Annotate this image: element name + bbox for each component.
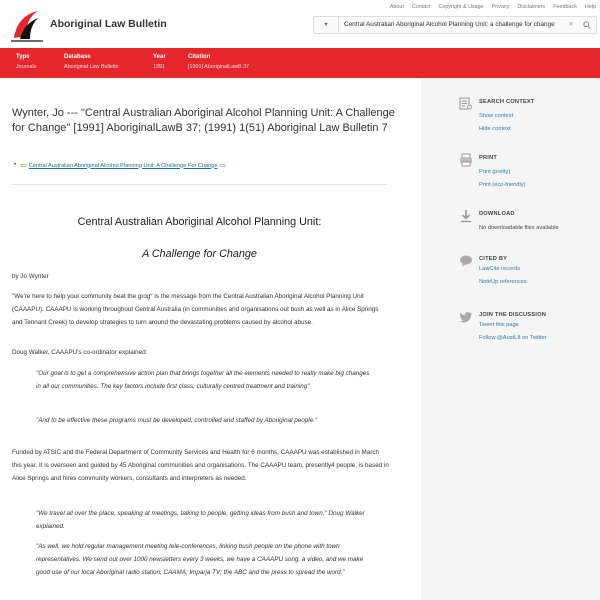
byline: by Jo Wynter: [12, 273, 49, 280]
sidebar-heading: CITED BY: [479, 256, 508, 262]
sidebar-heading: SEARCH CONTEXT: [479, 99, 535, 105]
clear-icon[interactable]: ✕: [568, 21, 574, 28]
top-links: [382, 4, 596, 10]
list-bullet: •: [14, 162, 17, 168]
search-scope-dropdown[interactable]: [314, 17, 339, 33]
arrow-right-icon[interactable]: ⇨: [219, 161, 227, 170]
lawcite-records-link[interactable]: LawCite records: [479, 266, 521, 272]
sidebar-heading: JOIN THE DISCUSSION: [479, 312, 547, 318]
site-header: [0, 0, 600, 48]
show-context-link[interactable]: Show context: [479, 113, 514, 119]
breadcrumb-bar: [0, 48, 600, 78]
top-link-copyright[interactable]: Copyright & Usage: [438, 4, 484, 10]
top-link-privacy[interactable]: Privacy: [491, 4, 510, 10]
site-title[interactable]: Aboriginal Law Bulletin: [50, 18, 167, 30]
printer-icon: [459, 153, 473, 167]
noteup-references-link[interactable]: NoteUp references: [479, 279, 527, 285]
breadcrumb-database[interactable]: Database Aboriginal Law Bulletin: [64, 54, 119, 70]
article-nav-link[interactable]: [14, 161, 227, 170]
speech-bubble-icon: [459, 254, 473, 268]
download-note: No downloadable files available: [479, 225, 559, 231]
austlii-logo[interactable]: [8, 6, 46, 44]
article-link[interactable]: Central Australian Aboriginal Alcohol Planning Unit: A Challenge For Change: [28, 162, 218, 169]
twitter-bird-icon: [459, 310, 473, 324]
breadcrumb-type[interactable]: Type Journals: [16, 54, 37, 70]
divider: [12, 184, 387, 185]
sidebar: [421, 78, 600, 600]
print-eco-link[interactable]: Print (eco-friendly): [479, 182, 526, 188]
arrow-left-icon[interactable]: ⇦: [20, 161, 27, 170]
hide-context-link[interactable]: Hide context: [479, 126, 511, 132]
search-button[interactable]: [577, 17, 597, 33]
sidebar-heading: DOWNLOAD: [479, 211, 515, 217]
document-title: Wynter, Jo --- "Central Australian Aboriginal Alcohol Planning Unit: A Challenge for Change" [1991] AboriginalLawB 37; (1991) 1(51) Aboriginal Law Bulletin 7: [12, 107, 395, 134]
search-box: [313, 16, 597, 34]
download-icon: [459, 209, 473, 223]
sidebar-heading: PRINT: [479, 155, 498, 161]
quote-2: "And to be effective these programs must be developed, controlled and staffed by Aboriginal people.": [36, 417, 318, 424]
paragraph-3: Funded by ATSIC and the Federal Department of Community Services and Health for 6 months, CAAAPU was established in March this year. It is overseen and guided by 45 Aboriginal communities and organisations. The CAAAPU team, presently4 people, is based in Alice Springs and hires community workers, consultants and interpreters as needed.: [12, 449, 389, 482]
breadcrumb-citation[interactable]: Citation [1991] AboriginalLawB 37: [188, 54, 250, 70]
article-title: Central Australian Aboriginal Alcohol Planning Unit:: [77, 216, 322, 228]
paragraph-2: Doug Walker, CAAAPU's co-ordinator explained:: [12, 349, 148, 356]
chevron-down-icon: ▼: [323, 22, 329, 28]
document-icon: [459, 97, 473, 111]
tweet-page-link[interactable]: Tweet this page: [479, 322, 519, 328]
article-subtitle: A Challenge for Change: [142, 248, 257, 260]
quote-1: "Our goal is to get a comprehensive action plan that brings together all the elements needed to really make big changes in all our communities. The key factors include first class, culturally centred treatment and training": [36, 370, 370, 390]
breadcrumb-year[interactable]: Year 1991: [153, 54, 166, 70]
top-link-contact[interactable]: Contact: [411, 4, 431, 10]
follow-twitter-link[interactable]: Follow @AustLII on Twitter: [479, 335, 547, 341]
top-link-help[interactable]: Help: [584, 4, 596, 10]
main-content: [0, 78, 420, 600]
print-pretty-link[interactable]: Print (pretty): [479, 169, 511, 175]
search-icon: [583, 21, 591, 29]
quote-3: "We travel all over the place, speaking at meetings, talking to people, getting ideas from bush and town," Doug Walker explained.: [36, 510, 365, 530]
top-link-feedback[interactable]: Feedback: [553, 4, 577, 10]
top-link-about[interactable]: About: [389, 4, 404, 10]
paragraph-1: "We're here to help your community beat the grog" is the message from the Central Australian Aboriginal Alcohol Planning Unit (CAAAPU). CAAAPU is working throughout Central Australia (in communities and organisations out bush as well as in Alice Springs and Tennant Creek) to develop strategies to turn around the devastating problems caused by alcohol abuse.: [12, 293, 379, 326]
search-input[interactable]: Central Australian Aboriginal Alcohol Planning Unit: a challenge for change: [344, 21, 555, 28]
top-link-disclaimers[interactable]: Disclaimers: [517, 4, 546, 10]
quote-4: "As well, we hold regular management meeting tele-conferences, linking bush people on the phone with town representatives. We send out over 1000 newsletters every 3 weeks, we have a CAAAPU song, a video, and we make good use of our local Aboriginal radio station, CAAMA; Imparja TV; the ABC and the press to spread the word.": [36, 543, 364, 576]
